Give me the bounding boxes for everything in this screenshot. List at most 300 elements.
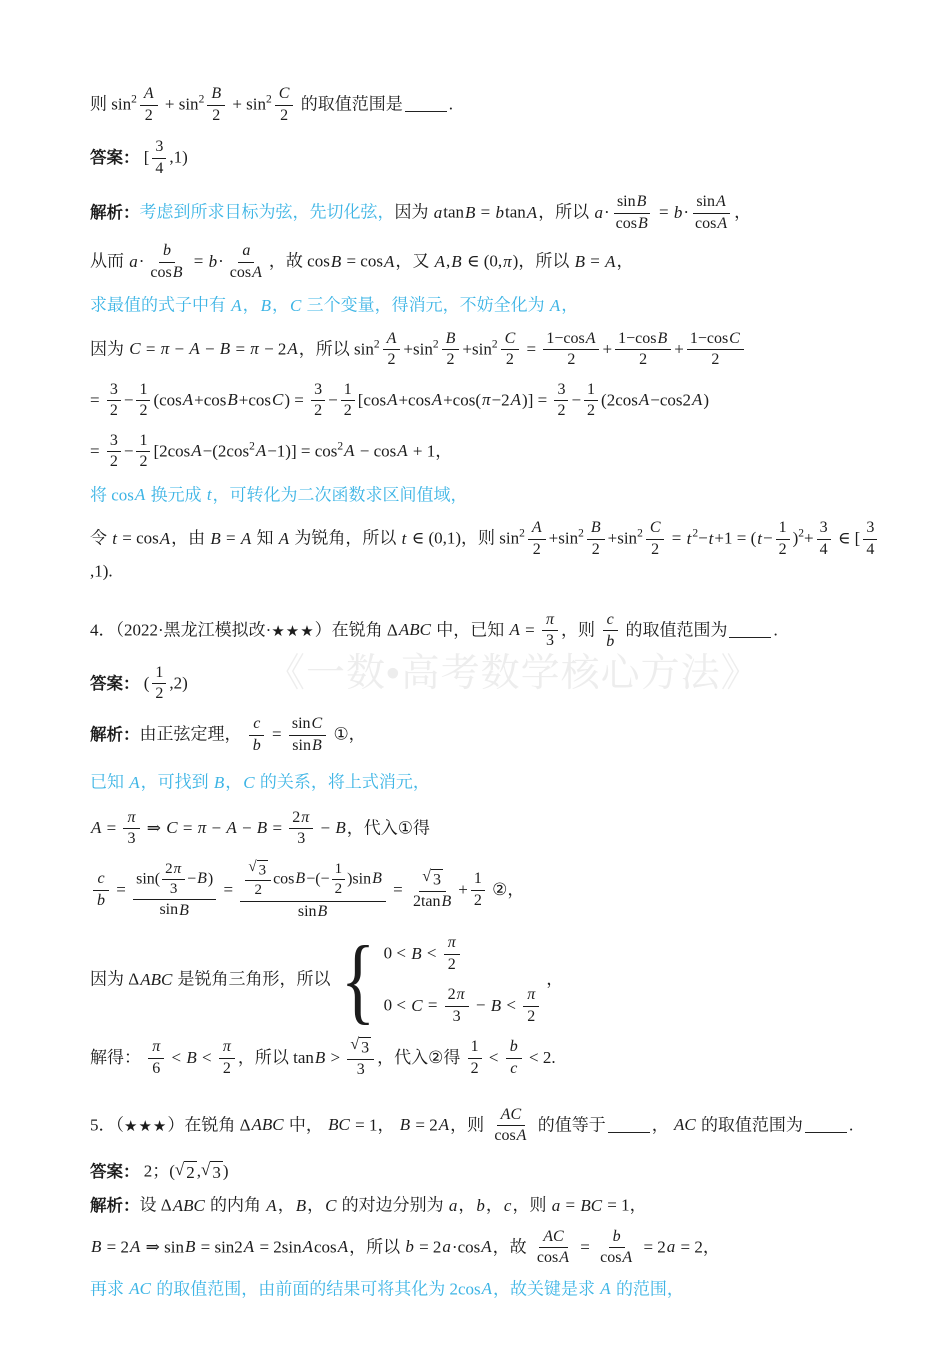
math-variable: A (481, 1279, 493, 1299)
fraction-numerator (614, 193, 650, 214)
text-run: ，可转化为二次函数求区间值域， (212, 485, 468, 505)
math-token: sin (616, 193, 636, 211)
fraction (646, 519, 665, 559)
math-token: cos (615, 214, 637, 232)
math-token: . (773, 620, 778, 640)
math-variable: C (278, 85, 290, 103)
math-token: 3 (432, 871, 441, 889)
text-run: ①， (329, 724, 366, 744)
math-variable: A (638, 390, 650, 410)
math-token: (cos (153, 390, 182, 410)
math-token: 2 (447, 955, 456, 973)
fraction-denominator (167, 880, 181, 898)
math-token: 3 (452, 1007, 461, 1025)
math-token: +cos( (443, 390, 482, 410)
math-token: − (200, 339, 219, 359)
fraction-denominator (817, 540, 831, 560)
math-token: sin (354, 339, 374, 359)
fraction-numerator (497, 1106, 525, 1127)
fraction-numerator (238, 242, 254, 263)
math-variable: π (197, 818, 207, 838)
math-variable: C (504, 329, 516, 347)
math-variable: A (692, 390, 703, 410)
fraction-numerator (554, 381, 568, 402)
math-variable: A (159, 528, 171, 548)
math-token: = (221, 528, 240, 548)
math-variable: A (91, 818, 102, 838)
math-token: = sin2 (196, 1237, 243, 1257)
superscript: 2 (198, 93, 205, 106)
math-token: + 1 (408, 441, 436, 461)
fraction (543, 330, 599, 370)
fraction-denominator (152, 159, 166, 179)
math-token: 2 (212, 106, 221, 124)
math-token: + (803, 528, 814, 548)
superscript: 2 (373, 337, 380, 350)
text-run: ， (616, 251, 634, 271)
math-token: tan (443, 202, 465, 222)
math-token: − (762, 528, 773, 548)
fraction (107, 381, 121, 421)
math-variable: A (434, 251, 445, 271)
math-variable: A (386, 329, 397, 347)
math-variable: C (649, 519, 661, 537)
math-variable: t (708, 528, 714, 548)
math-variable: b (495, 202, 505, 222)
math-variable: B (657, 329, 668, 347)
math-variable: A (717, 214, 728, 232)
text-run: 知 (252, 528, 278, 548)
math-token: cos (314, 1237, 337, 1257)
math-token: −(2cos (202, 441, 250, 461)
math-token: −(− (306, 870, 330, 888)
q4-cases-line (90, 926, 884, 1034)
math-token: − (237, 818, 256, 838)
fraction-numerator (207, 85, 225, 106)
section-label: 答案： (90, 1162, 140, 1181)
fraction-numerator (817, 519, 831, 540)
text-run: 令 (90, 528, 112, 548)
math-token: − (328, 390, 338, 410)
math-variable: B (574, 251, 585, 271)
fraction-denominator (530, 540, 544, 560)
fraction-denominator (471, 891, 485, 911)
math-variable: A (526, 202, 538, 222)
math-token: )sin (347, 870, 372, 888)
math-variable: π (482, 390, 491, 410)
math-token: 2 (165, 860, 173, 877)
fraction-denominator (534, 1248, 573, 1268)
math-variable: AC (129, 1279, 151, 1299)
text-run: 再求 (90, 1279, 129, 1299)
math-token: 2 (532, 540, 541, 558)
superscript: 2 (798, 527, 804, 540)
fraction-denominator (209, 106, 223, 126)
math-variable: b (162, 242, 171, 260)
text-run: ，则 (560, 620, 600, 640)
text-run: 是锐角三角形，所以 (173, 969, 331, 989)
text-run: 三个变量，得消元，不妨全化为 (302, 295, 549, 315)
text-run: 4．（2022·黑龙江模拟改· (90, 620, 272, 640)
answer-blank (608, 1119, 650, 1133)
math-token: 1−cos (689, 329, 729, 347)
math-token: 2 (254, 882, 262, 899)
fraction-denominator (503, 350, 517, 370)
math-token: [cos (357, 390, 387, 410)
math-token: )] = (522, 390, 552, 410)
math-token: = 2 (414, 1237, 442, 1257)
math-variable: B (219, 339, 231, 359)
math-token: 3 (545, 632, 554, 650)
math-token: < (422, 943, 441, 963)
fraction-denominator (450, 1007, 464, 1027)
fraction (140, 85, 158, 125)
math-token: = (178, 818, 197, 838)
radical-sign: √ (248, 858, 257, 875)
fraction-denominator (524, 1007, 538, 1027)
math-token: sin (291, 715, 311, 733)
fraction (133, 861, 216, 920)
math-token: 4 (155, 159, 164, 177)
text-run: ， (242, 295, 260, 315)
fraction-denominator (149, 1059, 163, 1079)
math-variable: π (152, 1038, 161, 1056)
math-token: 2 (155, 685, 164, 703)
text-run: ， (307, 1195, 325, 1215)
math-variable: A (622, 1249, 633, 1267)
math-token: 2 (314, 402, 323, 420)
math-variable: a (551, 1195, 561, 1215)
math-variable: C (729, 329, 740, 347)
q5-hint-line-1 (90, 1278, 884, 1302)
math-variable: C (129, 339, 141, 359)
math-token: , (196, 1161, 202, 1181)
fraction-denominator (863, 540, 877, 560)
q4-analysis-line-4 (90, 1036, 884, 1080)
math-variable: B (314, 1047, 326, 1067)
math-token: = (388, 879, 407, 899)
math-variable: b (252, 736, 261, 754)
math-variable: c (253, 715, 261, 733)
math-token: +cos (194, 390, 227, 410)
fraction-denominator (142, 106, 156, 126)
fraction (471, 870, 485, 910)
math-variable: π (545, 611, 554, 629)
fraction (444, 934, 460, 974)
text-run: 将 (90, 485, 112, 505)
q4-analysis-line-2 (90, 808, 884, 850)
text-run: 中，已知 (431, 620, 509, 640)
text-run: ，所以 (538, 202, 594, 222)
math-variable: ABC (140, 969, 173, 989)
fraction-denominator (251, 881, 265, 899)
math-variable: A (509, 620, 520, 640)
math-token: − (316, 818, 335, 838)
math-token: 3 (361, 1039, 370, 1057)
math-token: cos (150, 263, 172, 281)
fraction-numerator (584, 381, 598, 402)
math-token: 2 (778, 540, 787, 558)
math-token: + (674, 339, 684, 359)
math-token: 2 (505, 351, 514, 369)
math-variable: a (129, 251, 138, 271)
math-token: +sin (403, 339, 433, 359)
q4-analysis-line-3 (90, 859, 884, 922)
fraction-numerator (523, 986, 539, 1007)
math-variable: c (606, 611, 614, 629)
fraction (597, 1228, 636, 1268)
math-token: 3 (314, 380, 323, 398)
text-run: ， (629, 1195, 647, 1215)
sqrt-radical (422, 869, 443, 890)
math-token: 2 (567, 351, 576, 369)
fraction (162, 861, 185, 899)
fraction-numerator (311, 381, 325, 402)
fraction-denominator (636, 350, 650, 370)
math-token: sin (696, 193, 715, 211)
math-variable: A (252, 263, 262, 281)
cases-rows (384, 933, 543, 1027)
math-token: + sin (160, 94, 199, 114)
fraction-numerator (528, 519, 546, 540)
math-variable: A (189, 339, 200, 359)
math-variable: A (243, 1237, 255, 1257)
text-run: 为锐角，所以 (290, 528, 401, 548)
fraction-numerator (471, 870, 485, 891)
math-token: 2 (557, 402, 566, 420)
fraction (227, 242, 266, 282)
watermark: 《一数•高考数学核心方法》 (266, 652, 761, 695)
math-variable: C (411, 995, 423, 1015)
math-token: 3 (297, 830, 306, 848)
fraction-denominator (227, 263, 266, 283)
math-token: ∈ (0, (462, 251, 503, 271)
fraction-numerator (501, 330, 520, 351)
q3-analysis-line-1 (90, 192, 884, 234)
left-brace: { (340, 926, 375, 1034)
math-token: − (698, 528, 708, 548)
fraction-denominator (156, 900, 192, 920)
math-token: +cos (238, 390, 272, 410)
sqrt-radical (201, 1161, 223, 1183)
text-run: ，代入①得 (346, 818, 431, 838)
math-token: +sin (462, 339, 492, 359)
math-token: − (170, 339, 189, 359)
math-token: = 2 (411, 1115, 438, 1135)
math-token: · (683, 202, 689, 222)
fraction-numerator (646, 519, 665, 540)
math-variable: A (481, 1237, 492, 1257)
math-token: ⇒ (142, 818, 166, 838)
fraction-denominator (341, 401, 355, 421)
math-variable: A (287, 339, 298, 359)
math-variable: A (182, 390, 194, 410)
superscript: 2 (131, 93, 137, 106)
fraction (587, 519, 605, 559)
math-variable: a (242, 242, 251, 260)
fraction-numerator (240, 860, 386, 902)
q5-analysis-line-1 (90, 1194, 884, 1218)
radicand (184, 1161, 197, 1183)
fraction-numerator (136, 432, 150, 453)
math-variable: A (143, 85, 154, 103)
math-token: +1 = ( (714, 528, 757, 548)
fraction-denominator (332, 880, 346, 898)
math-token: = (141, 339, 160, 359)
fraction-numerator (542, 611, 558, 632)
text-run: 因为 (394, 202, 433, 222)
math-variable: ABC (398, 620, 431, 640)
math-token: −cos2 (650, 390, 692, 410)
math-variable: B (295, 1195, 307, 1215)
fraction (275, 85, 294, 125)
math-token: 2tan (412, 893, 441, 911)
math-token: +cos (398, 390, 431, 410)
math-token: 1−cos (546, 329, 585, 347)
fraction (542, 611, 558, 651)
math-variable: B (186, 1047, 197, 1067)
math-variable: b (208, 251, 218, 271)
fraction-numerator (133, 861, 216, 901)
answer-blank (405, 98, 447, 112)
math-token: < (502, 995, 521, 1015)
math-variable: B (411, 943, 422, 963)
text-run: 5．（ (90, 1115, 124, 1135)
fraction (383, 330, 401, 370)
text-run: ， (485, 1195, 503, 1215)
math-token: 2 (144, 106, 153, 124)
fraction-denominator (506, 1059, 521, 1079)
fraction (123, 809, 139, 849)
fraction (817, 519, 831, 559)
fraction (863, 519, 877, 559)
math-variable: π (447, 934, 456, 952)
math-token: . (848, 1115, 854, 1135)
math-token: 1 (473, 870, 482, 888)
math-token: 2；( (139, 1161, 175, 1181)
text-run: ， (734, 202, 752, 222)
fraction-numerator (107, 381, 121, 402)
math-token: 1 (587, 380, 596, 398)
fraction (692, 193, 731, 233)
math-token: = (654, 202, 673, 222)
fraction (136, 381, 150, 421)
math-token: ) (207, 870, 214, 888)
text-run: 的内角 (205, 1195, 266, 1215)
math-token: 0 < (383, 995, 411, 1015)
fraction-denominator (295, 902, 331, 922)
superscript: 2 (637, 527, 643, 540)
sqrt-radical (175, 1161, 197, 1183)
text-run: ， (546, 969, 564, 989)
fraction-numerator (123, 809, 139, 830)
math-token: = (268, 818, 287, 838)
math-variable: a (666, 1237, 676, 1257)
math-variable: a (448, 1195, 458, 1215)
fraction-numerator (107, 432, 121, 453)
math-variable: A (715, 193, 726, 211)
text-run: ，所以 (349, 1237, 405, 1257)
math-token: sin (292, 736, 311, 754)
fraction-denominator (776, 540, 790, 560)
math-token: ⇒ sin (141, 1237, 184, 1257)
text-run: ，故 (492, 1237, 531, 1257)
math-variable: c (503, 1195, 512, 1215)
fraction (491, 1106, 530, 1146)
section-label: 解析： (90, 1197, 140, 1216)
text-run: 的取值范围是 (296, 94, 403, 114)
math-variable: π (173, 860, 182, 877)
math-token: 2 (447, 986, 456, 1004)
math-token: = (231, 339, 250, 359)
math-token: = (561, 1195, 580, 1215)
math-token: . (448, 94, 453, 114)
math-variable: B (441, 893, 452, 911)
text-run: ，所以 (237, 1047, 294, 1067)
math-variable: A (344, 441, 355, 461)
math-variable: B (172, 263, 183, 281)
math-token: = (112, 879, 131, 899)
math-variable: B (590, 519, 601, 537)
fraction-denominator (152, 684, 166, 704)
fraction-numerator (587, 519, 605, 540)
fraction-numerator (442, 330, 460, 351)
fraction-denominator (249, 736, 265, 756)
text-run: 求最值的式子中有 (90, 295, 231, 315)
fraction-numerator (148, 1038, 164, 1059)
fraction-denominator (136, 401, 150, 421)
math-token: 2 (470, 1059, 479, 1077)
fraction-numerator (275, 85, 294, 106)
fraction (534, 1228, 573, 1268)
math-token: = 2 (676, 1237, 703, 1257)
math-token: [ (139, 147, 150, 167)
math-variable: b (673, 202, 683, 222)
text-run: ， (561, 295, 579, 315)
fraction (240, 860, 386, 921)
fraction-denominator (107, 401, 121, 421)
math-token: 2 (446, 351, 455, 369)
fraction-denominator (444, 350, 458, 370)
math-token: 2 (186, 1162, 195, 1182)
text-run: 的关系，将上式消元， (255, 772, 430, 792)
fraction-numerator (539, 1228, 567, 1249)
math-variable: a (442, 1237, 451, 1257)
math-token: cos (111, 485, 134, 505)
text-run: ，则 (512, 1195, 551, 1215)
text-run: ， (702, 1237, 720, 1257)
fraction (289, 715, 326, 755)
fraction-denominator (289, 736, 325, 756)
fraction-denominator (468, 1059, 482, 1079)
math-variable: B (179, 901, 189, 919)
fraction-denominator (147, 263, 186, 283)
math-variable: B (211, 85, 222, 103)
superscript: 2 (491, 337, 498, 350)
math-token: ) = (284, 390, 309, 410)
math-token: ,2) (169, 673, 188, 693)
math-token: Δ (128, 969, 140, 989)
math-variable: A (266, 1195, 277, 1215)
math-variable: B (330, 251, 342, 271)
math-variable: B (260, 295, 272, 315)
fraction-denominator (597, 1248, 636, 1268)
fraction-numerator (383, 330, 401, 351)
math-variable: A (278, 528, 290, 548)
math-token: 2 (587, 402, 596, 420)
math-variable: t (757, 528, 762, 548)
math-token: < (484, 1047, 503, 1067)
